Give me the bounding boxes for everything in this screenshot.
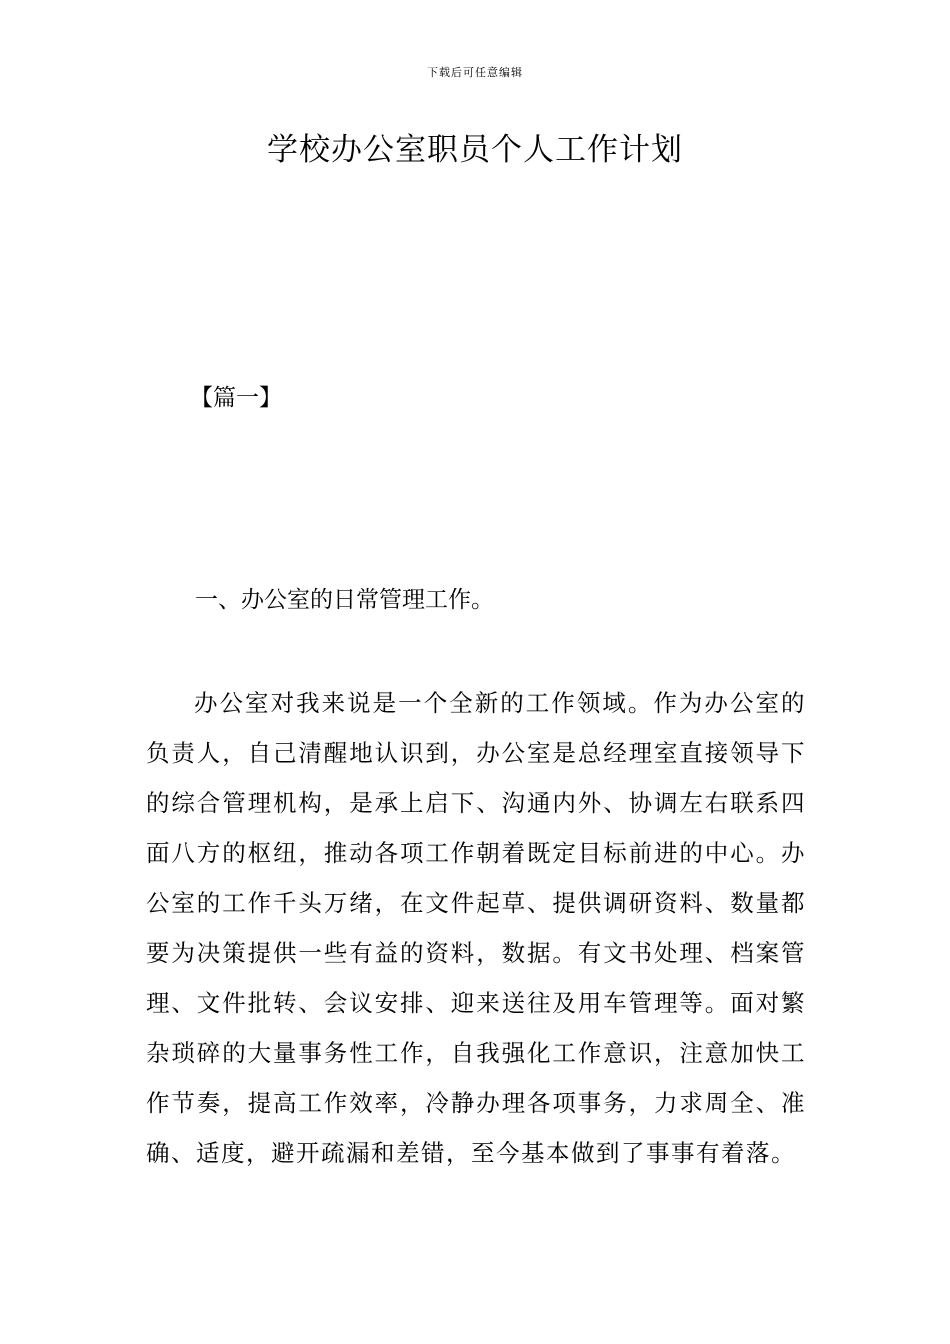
header-note: 下载后可任意编辑: [427, 66, 523, 79]
section-tag: 【篇一】: [190, 385, 282, 411]
body-paragraph: 办公室对我来说是一个全新的工作领域。作为办公室的负责人，自己清醒地认识到，办公室是总经理室直接领导下的综合管理机构，是承上启下、沟通内外、协调左右联系四面八方的枢纽，推动各项工作朝着既定目标前进的中心。办公室的工作千头万绪，在文件起草、提供调研资料、数量都要为决策提供一些有益的资料，数据。有文书处理、档案管理、文件批转、会议安排、迎来送往及用车管理等。面对繁杂琐碎的大量事务性工作，自我强化工作意识，注意加快工作节奏，提高工作效率，冷静办理各项事务，力求周全、准确、适度，避开疏漏和差错，至今基本做到了事事有着落。: [146, 689, 806, 1167]
sub-heading: 一、办公室的日常管理工作。: [195, 587, 494, 613]
document-title: 学校办公室职员个人工作计划: [267, 132, 683, 168]
